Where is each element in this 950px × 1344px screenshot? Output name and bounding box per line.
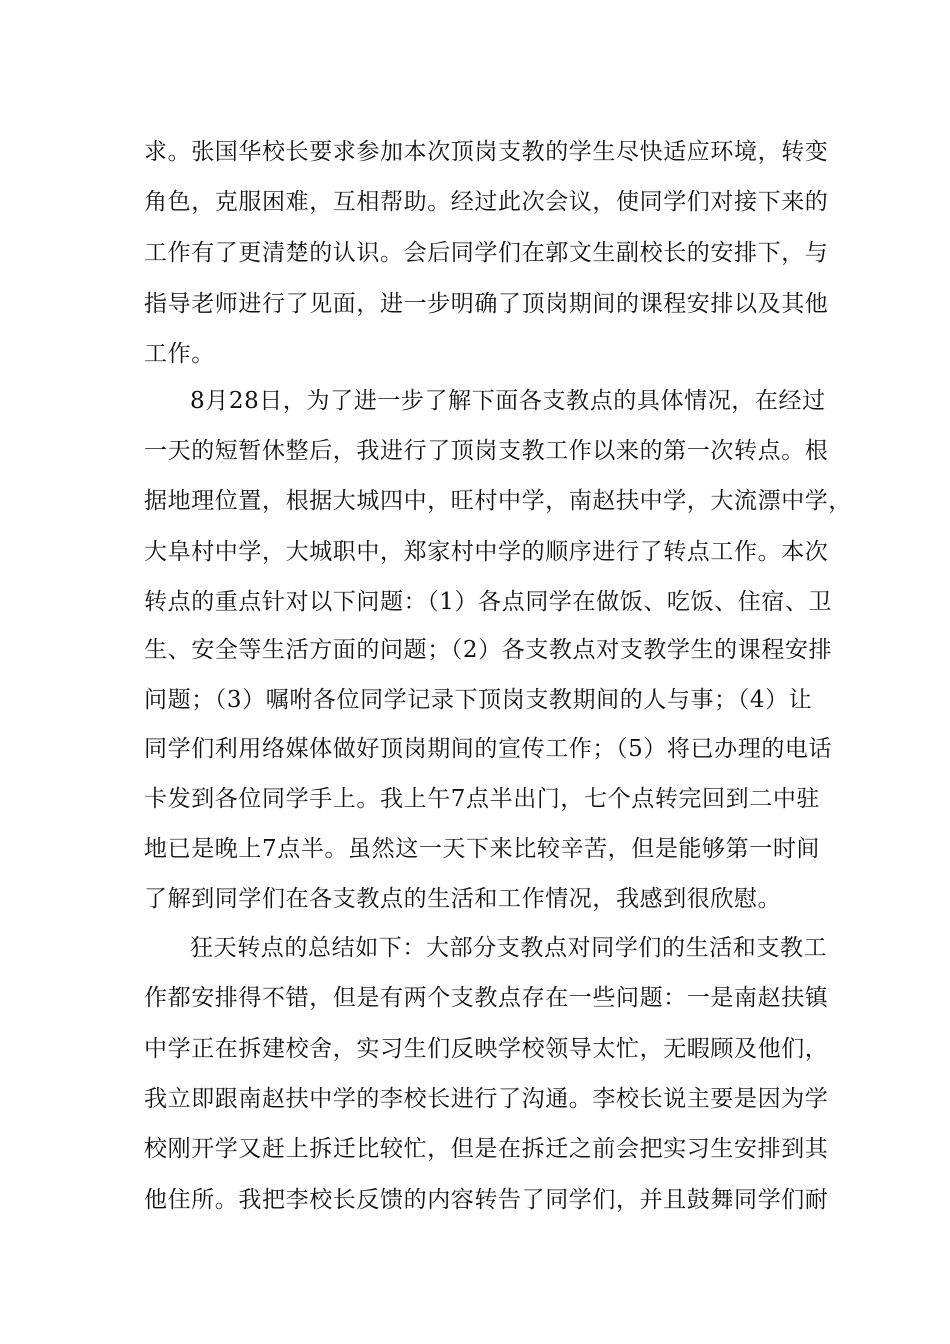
text-line: 了解到同学们在各支教点的生活和工作情况，我感到很欣慰。 — [144, 886, 782, 912]
paragraph-first-line: 8月28日，为了进一步了解下面各支教点的具体情况，在经过 — [190, 388, 826, 414]
text-line: 同学们利用络媒体做好顶岗期间的宣传工作；（5）将已办理的电话 — [144, 736, 833, 762]
text-line: 大阜村中学，大城职中，郑家村中学的顺序进行了转点工作。本次 — [144, 539, 829, 565]
text-line: 卡发到各位同学手上。我上午7点半出门，七个点转完回到二中驻 — [144, 786, 821, 812]
text-line: 转点的重点针对以下问题：（1）各点同学在做饭、吃饭、住宿、卫 — [144, 589, 833, 615]
text-line: 据地理位置，根据大城四中，旺村中学，南赵扶中学，大流漂中学， — [144, 488, 852, 514]
text-line: 问题；（3）嘱咐各位同学记录下顶岗支教期间的人与事；（4）让 — [144, 687, 813, 713]
text-line: 地已是晚上7点半。虽然这一天下来比较辛苦，但是能够第一时间 — [144, 836, 821, 862]
text-line: 求。张国华校长要求参加本次顶岗支教的学生尽快适应环境，转变 — [144, 139, 829, 165]
text-line: 工作。 — [144, 341, 215, 367]
text-line: 一天的短暂休整后，我进行了顶岗支教工作以来的第一次转点。根 — [144, 438, 829, 464]
text-line: 角色，克服困难，互相帮助。经过此次会议，使同学们对接下来的 — [144, 189, 829, 215]
text-line: 中学正在拆建校舍，实习生们反映学校领导太忙，无暇顾及他们， — [144, 1036, 829, 1062]
paragraph-first-line: 狂天转点的总结如下：大部分支教点对同学们的生活和支教工 — [190, 935, 828, 961]
text-line: 作都安排得不错，但是有两个支教点存在一些问题：一是南赵扶镇 — [144, 985, 829, 1011]
text-line: 工作有了更清楚的认识。会后同学们在郭文生副校长的安排下，与 — [144, 240, 829, 266]
text-line: 校刚开学又赶上拆迁比较忙，但是在拆迁之前会把实习生安排到其 — [144, 1136, 829, 1162]
text-line: 生、安全等生活方面的问题；（2）各支教点对支教学生的课程安排 — [144, 637, 833, 663]
text-line: 我立即跟南赵扶中学的李校长进行了沟通。李校长说主要是因为学 — [144, 1086, 829, 1112]
text-line: 他住所。我把李校长反馈的内容转告了同学们，并且鼓舞同学们耐 — [144, 1187, 829, 1213]
text-line: 指导老师进行了见面，进一步明确了顶岗期间的课程安排以及其他 — [144, 291, 829, 317]
